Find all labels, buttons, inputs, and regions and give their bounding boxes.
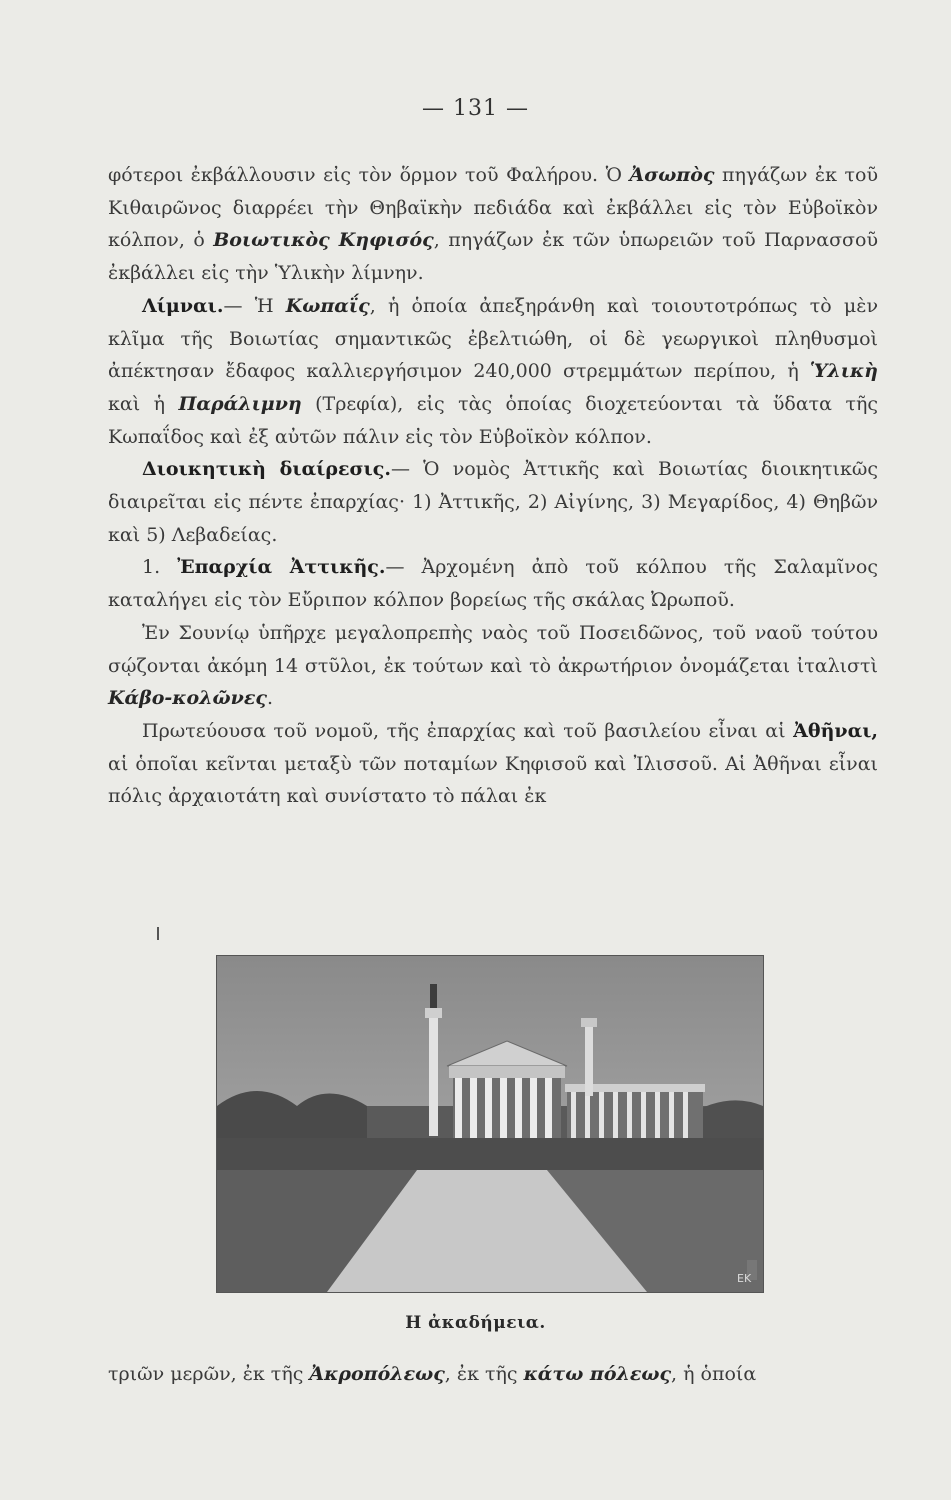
paragraph-administration <box>108 453 878 551</box>
administration-text: — Ὁ νομὸς Ἀττικῆς καὶ Βοιωτίας διοικητικῶς διαιρεῖται εἰς πέντε ἐπαρχίας· 1) Ἀττικῆς, 2) Αἰγίνης, 3) Μεγαρίδος, 4) Θηβῶν καὶ 5) Λεβαδείας. <box>108 458 878 546</box>
kopais-term: Κωπαΐς <box>285 294 370 317</box>
sounion-text-b: . <box>266 687 273 710</box>
athinai-term: Ἀθῆναι, <box>793 719 878 742</box>
akropoleos-term: Ἀκροπόλεως <box>309 1363 445 1385</box>
lakes-text-c: καὶ ἡ <box>108 392 179 415</box>
text-block-top <box>108 159 878 813</box>
sounion-text-a: Ἐν Σουνίῳ ὑπῆρχε μεγαλοπρεπὴς ναὸς τοῦ Ποσειδῶνος, τοῦ ναοῦ τούτου σῴζονται ἀκόμη 14 στῦλοι, ἐκ τούτων καὶ τὸ ἀκρωτήριον ὀνομάζεται ἰταλιστὶ <box>108 621 878 677</box>
athens-text-b: αἱ ὁποῖαι κεῖνται μεταξὺ τῶν ποταμίων Κηφισοῦ καὶ Ἰλισσοῦ. Αἱ Ἀθῆναι εἶναι πόλις ἀρχαιοτάτη καὶ συνίστατο τὸ πάλαι ἐκ <box>108 752 878 808</box>
photo-signature: EK <box>737 1272 752 1285</box>
paragraph-attica-province <box>108 551 878 616</box>
print-mark <box>157 927 159 940</box>
paragraph-continuation <box>108 1358 878 1391</box>
attica-number: 1. <box>142 556 178 579</box>
athens-text-a: Πρωτεύουσα τοῦ νομοῦ, τῆς ἐπαρχίας καὶ τοῦ βασιλείου εἶναι αἱ <box>142 719 794 742</box>
page-number: — 131 — <box>422 96 529 121</box>
text-block-bottom <box>108 1358 878 1391</box>
administration-heading: Διοικητικὴ διαίρεσις. <box>142 458 391 481</box>
rivers-text-a: φότεροι ἐκβάλλουσιν εἰς τὸν ὅρμον τοῦ Φαλήρου. Ὁ <box>108 164 630 186</box>
paragraph-athens <box>108 715 878 813</box>
paragraph-rivers <box>108 159 878 290</box>
attica-heading: Ἐπαρχία Ἀττικῆς. <box>177 556 386 579</box>
paragraph-sounion <box>108 617 878 715</box>
kato-poleos-term: κάτω πόλεως <box>523 1363 672 1385</box>
asopos-term: Ἀσωπὸς <box>629 164 715 186</box>
lakes-text-d: (Τρεφία), εἰς τὰς ὁποίας διοχετεύονται τὰ ὕδατα τῆς Κωπαΐδος καὶ ἐξ αὐτῶν πάλιν εἰς τὸν Εὐβοϊκὸν κόλπον. <box>108 392 878 448</box>
continuation-text-c: , ἡ ὁποία <box>671 1363 757 1385</box>
kavokolones-term: Κάβο-κολῶνες <box>108 687 267 710</box>
attica-text: — Ἀρχομένη ἀπὸ τοῦ κόλπου τῆς Σαλαμῖνος καταλήγει εἰς τὸν Εὔριπον κόλπον βορείως τῆς σκάλας Ὠρωποῦ. <box>108 556 878 612</box>
kifisos-term: Βοιωτικὸς Κηφισός <box>213 229 434 252</box>
continuation-text-a: τριῶν μερῶν, ἐκ τῆς <box>108 1363 310 1385</box>
continuation-text-b: , ἐκ τῆς <box>444 1363 524 1385</box>
lakes-heading: Λίμναι. <box>142 294 224 317</box>
figure-caption: Η ἀκαδήμεια. <box>405 1313 546 1333</box>
lakes-text-a: — Ἡ <box>223 294 286 317</box>
yliki-term: Ὑλικὴ <box>809 360 878 383</box>
paralimni-term: Παράλιμνη <box>178 392 302 415</box>
lakes-text-b: , ἡ ὁποία ἀπεξηράνθη καὶ τοιουτοτρόπως τὸ μὲν κλῖμα τῆς Βοιωτίας σημαντικῶς ἐβελτιώθη, οἱ δὲ γεωργικοὶ πληθυσμοὶ ἀπέκτησαν ἔδαφος καλλιεργήσιμον 240,000 στρεμμάτων περίπου, ἡ <box>108 294 878 383</box>
rivers-text-c: , πηγάζων ἐκ τῶν ὑπωρειῶν τοῦ Παρνασσοῦ ἐκβάλλει εἰς τὴν Ὑλικὴν λίμνην. <box>108 229 879 285</box>
academy-illustration <box>217 956 763 1292</box>
paragraph-lakes <box>108 290 878 454</box>
academy-photo <box>216 955 764 1293</box>
rivers-text-b: πηγάζων ἐκ τοῦ Κιθαιρῶνος διαρρέει τὴν Θηβαϊκὴν πεδιάδα καὶ ἐκβάλλει εἰς τὸν Εὐβοϊκὸν κόλπον, ὁ <box>108 164 878 252</box>
